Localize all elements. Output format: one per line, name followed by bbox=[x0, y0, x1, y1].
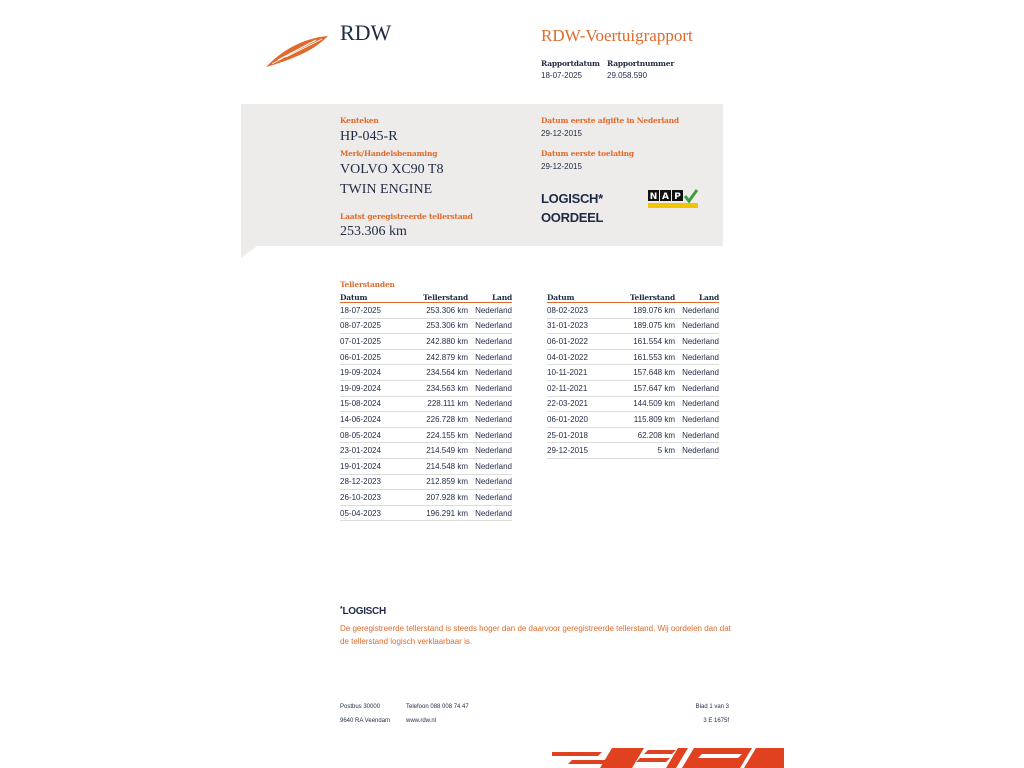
table-row bbox=[547, 318, 719, 334]
table-row bbox=[340, 396, 512, 412]
table-row bbox=[547, 303, 719, 319]
cell-land: Nederland bbox=[468, 505, 512, 521]
col-tellerstand: Tellerstand bbox=[615, 292, 675, 303]
table-row bbox=[340, 505, 512, 521]
cell-land: Nederland bbox=[675, 334, 719, 350]
cell-tellerstand: 5 km bbox=[615, 443, 675, 459]
footer-document-code: 3 E 1675f bbox=[703, 718, 729, 724]
cell-datum: 10-11-2021 bbox=[547, 365, 615, 381]
cell-tellerstand: 228.111 km bbox=[408, 396, 468, 412]
cell-datum: 07-01-2025 bbox=[340, 334, 408, 350]
nap-check-icon bbox=[648, 189, 698, 209]
cell-land: Nederland bbox=[468, 427, 512, 443]
table-row bbox=[547, 365, 719, 381]
col-tellerstand: Tellerstand bbox=[408, 292, 468, 303]
cell-land: Nederland bbox=[675, 396, 719, 412]
cell-tellerstand: 212.859 km bbox=[408, 474, 468, 490]
table-row bbox=[340, 412, 512, 428]
table-row bbox=[547, 412, 719, 428]
cell-land: Nederland bbox=[468, 412, 512, 428]
cell-tellerstand: 161.553 km bbox=[615, 349, 675, 365]
merk-value-line1: VOLVO XC90 T8 bbox=[340, 162, 444, 177]
nap-letter-a: A bbox=[662, 192, 669, 202]
table-row bbox=[340, 365, 512, 381]
cell-tellerstand: 234.564 km bbox=[408, 365, 468, 381]
cell-land: Nederland bbox=[468, 490, 512, 506]
cell-datum: 19-09-2024 bbox=[340, 380, 408, 396]
odometer-table-left bbox=[340, 292, 512, 521]
table-row bbox=[340, 349, 512, 365]
cell-datum: 25-01-2018 bbox=[547, 427, 615, 443]
cell-land: Nederland bbox=[468, 380, 512, 396]
col-land: Land bbox=[468, 292, 512, 303]
report-date-label: Rapportdatum bbox=[541, 59, 600, 68]
cell-tellerstand: 196.291 km bbox=[408, 505, 468, 521]
table-row bbox=[340, 490, 512, 506]
toelating-value: 29-12-2015 bbox=[541, 162, 582, 171]
footer-telefoon: Telefoon 088 008 74 47 bbox=[406, 704, 469, 710]
cell-datum: 06-01-2020 bbox=[547, 412, 615, 428]
afgifte-label: Datum eerste afgifte in Nederland bbox=[541, 116, 679, 125]
cell-land: Nederland bbox=[468, 303, 512, 319]
cell-datum: 23-01-2024 bbox=[340, 443, 408, 459]
cell-land: Nederland bbox=[675, 427, 719, 443]
cell-datum: 14-06-2024 bbox=[340, 412, 408, 428]
footer-postcode: 9640 RA Veendam bbox=[340, 718, 391, 724]
table-row bbox=[547, 334, 719, 350]
cell-tellerstand: 253.306 km bbox=[408, 318, 468, 334]
cell-datum: 06-01-2025 bbox=[340, 349, 408, 365]
merk-label: Merk/Handelsbenaming bbox=[340, 149, 438, 158]
cell-datum: 06-01-2022 bbox=[547, 334, 615, 350]
cell-land: Nederland bbox=[675, 318, 719, 334]
cell-tellerstand: 144.509 km bbox=[615, 396, 675, 412]
report-title: RDW-Voertuigrapport bbox=[541, 26, 693, 45]
oordeel-label: OORDEEL bbox=[541, 210, 604, 225]
cell-land: Nederland bbox=[675, 303, 719, 319]
cell-datum: 31-01-2023 bbox=[547, 318, 615, 334]
cell-land: Nederland bbox=[468, 349, 512, 365]
report-date-value: 18-07-2025 bbox=[541, 71, 582, 80]
oordeel-value: LOGISCH* bbox=[541, 191, 603, 206]
cell-tellerstand: 226.728 km bbox=[408, 412, 468, 428]
cell-tellerstand: 207.928 km bbox=[408, 490, 468, 506]
nap-letter-n: N bbox=[649, 192, 658, 202]
footnote-title bbox=[340, 606, 386, 617]
cell-tellerstand: 214.548 km bbox=[408, 458, 468, 474]
footnote-text: De geregistreerde tellerstand is steeds hoger dan de daarvoor geregistreerde tellerstand. Wij oordelen dan dat de tellerstand logisch verklaarbaar is. bbox=[340, 624, 731, 646]
afgifte-value: 29-12-2015 bbox=[541, 129, 582, 138]
cell-tellerstand: 234.563 km bbox=[408, 380, 468, 396]
cell-tellerstand: 214.549 km bbox=[408, 443, 468, 459]
cell-datum: 08-02-2023 bbox=[547, 303, 615, 319]
footnote-title-text: LOGISCH bbox=[342, 606, 386, 617]
table-row bbox=[547, 380, 719, 396]
cell-datum: 19-01-2024 bbox=[340, 458, 408, 474]
table-row bbox=[340, 380, 512, 396]
tellerstand-label: Laatst geregistreerde tellerstand bbox=[340, 212, 473, 221]
table-row bbox=[547, 443, 719, 459]
cell-datum: 02-11-2021 bbox=[547, 380, 615, 396]
cell-tellerstand: 62.208 km bbox=[615, 427, 675, 443]
table-row bbox=[340, 427, 512, 443]
report-number-value: 29.058.590 bbox=[607, 71, 648, 80]
cell-tellerstand: 157.648 km bbox=[615, 365, 675, 381]
table-row bbox=[340, 443, 512, 459]
cell-datum: 19-09-2024 bbox=[340, 365, 408, 381]
cell-tellerstand: 253.306 km bbox=[408, 303, 468, 319]
cell-tellerstand: 189.076 km bbox=[615, 303, 675, 319]
cell-tellerstand: 224.155 km bbox=[408, 427, 468, 443]
cell-datum: 08-07-2025 bbox=[340, 318, 408, 334]
footer-website-link[interactable]: www.rdw.nl bbox=[406, 718, 437, 724]
cell-tellerstand: 157.647 km bbox=[615, 380, 675, 396]
cell-tellerstand: 115.809 km bbox=[615, 412, 675, 428]
kenteken-label: Kenteken bbox=[340, 116, 379, 125]
kenteken-value: HP-045-R bbox=[340, 129, 398, 144]
tellerstand-value: 253.306 km bbox=[340, 224, 407, 239]
brand-name: RDW bbox=[340, 20, 392, 45]
cell-datum: 28-12-2023 bbox=[340, 474, 408, 490]
table-row bbox=[547, 349, 719, 365]
cell-land: Nederland bbox=[468, 318, 512, 334]
cell-tellerstand: 189.075 km bbox=[615, 318, 675, 334]
vehicle-summary-panel bbox=[241, 104, 723, 246]
rdw-logo-icon bbox=[262, 30, 332, 70]
merk-value-line2: TWIN ENGINE bbox=[340, 182, 433, 197]
cell-datum: 18-07-2025 bbox=[340, 303, 408, 319]
table-row bbox=[340, 458, 512, 474]
cell-datum: 29-12-2015 bbox=[547, 443, 615, 459]
footnote-star: * bbox=[340, 606, 343, 613]
cell-land: Nederland bbox=[675, 412, 719, 428]
table-row bbox=[340, 303, 512, 319]
cell-datum: 05-04-2023 bbox=[340, 505, 408, 521]
cell-land: Nederland bbox=[468, 365, 512, 381]
footer-postbus: Postbus 30000 bbox=[340, 704, 381, 710]
table-header-row bbox=[547, 292, 719, 303]
cell-land: Nederland bbox=[468, 396, 512, 412]
cell-land: Nederland bbox=[675, 365, 719, 381]
tellerstanden-title: Tellerstanden bbox=[340, 280, 395, 289]
cell-tellerstand: 242.879 km bbox=[408, 349, 468, 365]
cell-tellerstand: 242.880 km bbox=[408, 334, 468, 350]
cell-datum: 22-03-2021 bbox=[547, 396, 615, 412]
cell-land: Nederland bbox=[675, 380, 719, 396]
cell-datum: 26-10-2023 bbox=[340, 490, 408, 506]
table-row bbox=[340, 474, 512, 490]
cell-land: Nederland bbox=[468, 458, 512, 474]
cell-datum: 04-01-2022 bbox=[547, 349, 615, 365]
report-number-label: Rapportnummer bbox=[607, 59, 675, 68]
cell-tellerstand: 161.554 km bbox=[615, 334, 675, 350]
cell-datum: 15-08-2024 bbox=[340, 396, 408, 412]
cell-land: Nederland bbox=[675, 443, 719, 459]
odometer-table-right bbox=[547, 292, 719, 459]
table-header-row bbox=[340, 292, 512, 303]
col-land: Land bbox=[675, 292, 719, 303]
cell-land: Nederland bbox=[468, 334, 512, 350]
table-row bbox=[340, 318, 512, 334]
cell-land: Nederland bbox=[468, 443, 512, 459]
nap-letter-p: P bbox=[674, 192, 681, 202]
col-datum: Datum bbox=[340, 292, 408, 303]
footer-page-number: Blad 1 van 3 bbox=[695, 704, 729, 710]
cell-datum: 08-05-2024 bbox=[340, 427, 408, 443]
panel-notch bbox=[241, 246, 257, 258]
table-row bbox=[340, 334, 512, 350]
col-datum: Datum bbox=[547, 292, 615, 303]
toelating-label: Datum eerste toelating bbox=[541, 149, 634, 158]
table-row bbox=[547, 396, 719, 412]
table-row bbox=[547, 427, 719, 443]
rdw-stripes-decoration bbox=[552, 746, 784, 768]
cell-land: Nederland bbox=[468, 474, 512, 490]
cell-land: Nederland bbox=[675, 349, 719, 365]
